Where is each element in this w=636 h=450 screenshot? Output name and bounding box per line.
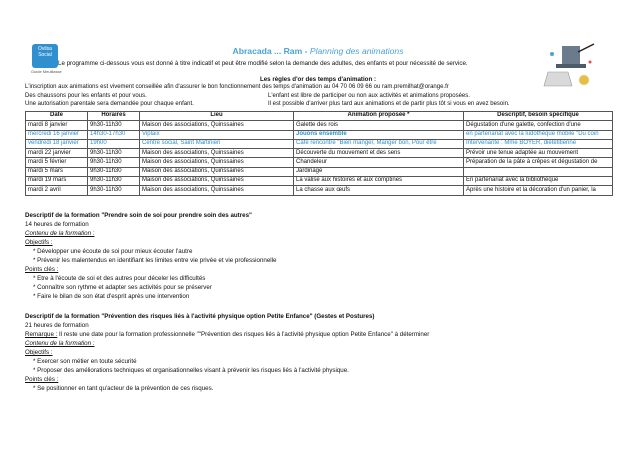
cell-descriptif: Prévoir une tenue adaptée au mouvement [464, 149, 613, 158]
cell-horaires: 9h30-11h30 [88, 158, 140, 167]
cell-descriptif: En partenariat avec la bibliothèque [464, 177, 613, 186]
cell-horaires: 9h30-11h30 [88, 121, 140, 130]
formation-2-remarque [25, 331, 429, 339]
title-italic: Planning des animations [309, 46, 404, 56]
cell-animation: La valise aux histoires et aux comptines [294, 177, 464, 186]
formation-1-contenu: Contenu de la formation : [25, 230, 95, 237]
formation-1-pt-3: * Faire le bilan de son état d'esprit après une intervention [33, 293, 190, 300]
cell-horaires: 14h30-17h30 [88, 130, 140, 139]
cell-animation: La chasse aux œufs [294, 186, 464, 195]
rule-line-1: L'inscription aux animations est vivement conseillée afin d'assurer le bon fonctionnement des temps d'animation au 04 70 06 09 66 ou ram.premilhat@orange.fr [25, 84, 449, 90]
rule-line-2-left: Des chaussons pour les enfants et pour vous. [25, 93, 147, 99]
cell-lieu: Maison des associations, Quinssaines [140, 167, 294, 176]
cell-horaires: 9h30-11h30 [88, 177, 140, 186]
cell-animation: Jouons ensemble [294, 130, 464, 139]
logo-text: Ovilsa Social [38, 46, 52, 58]
table-row [26, 121, 613, 130]
cell-descriptif [464, 167, 613, 176]
cell-lieu: Maison des associations, Quinssaines [140, 177, 294, 186]
formation-1-pt-2: * Connaître son rythme et adapter ses activités pour se préserver [33, 284, 212, 291]
table-row [26, 139, 613, 148]
table-row [26, 177, 613, 186]
formation-2-contenu: Contenu de la formation : [25, 340, 95, 347]
cell-animation: Galette des rois [294, 121, 464, 130]
rule-line-3-left: Une autorisation parentale sera demandée pour chaque enfant. [25, 101, 194, 107]
cell-lieu: Viplaix [140, 130, 294, 139]
cell-date: mardi 8 janvier [26, 121, 88, 130]
cell-date: mardi 5 février [26, 158, 88, 167]
formation-2-points: Points clés : [25, 376, 59, 383]
cell-horaires: 19h00 [88, 139, 140, 148]
cell-descriptif: Dégustation d'une galette, confection d'une [464, 121, 613, 130]
formation-1-obj-2: * Prévenir les malentendus en identifiant les limites entre vie privée et vie professionnelle [33, 257, 277, 264]
formation-1-hours: 14 heures de formation [25, 221, 89, 228]
cell-date: mardi 22 janvier [26, 149, 88, 158]
table-row [26, 186, 613, 195]
cell-lieu: Centre social, Saint Martinien [140, 139, 294, 148]
formation-2-title: Descriptif de la formation "Prévention des risques liés à l'activité physique option Petite Enfance" (Gestes et Postures) [25, 313, 375, 320]
cell-descriptif: Intervenante : Mme BOYER, diététitienne [464, 139, 613, 148]
cell-descriptif: Après une histoire et la décoration d'un panier, la [464, 186, 613, 195]
cell-animation: Chandeleur [294, 158, 464, 167]
formation-2-obj-1: * Exercer son métier en toute sécurité [33, 358, 137, 365]
formation-1-pt-1: * Etre à l'écoute de soi et des autres pour déceler les difficultés [33, 275, 206, 282]
col-header-descriptif: Descriptif, besoin spécifique [464, 112, 613, 121]
formation-2-hours: 21 heures de formation [25, 322, 89, 329]
table-row [26, 167, 613, 176]
table-row [26, 158, 613, 167]
cell-animation: Café rencontre "Bien manger, Manger bon, Pour être [294, 139, 464, 148]
col-header-horaires: Horaires [88, 112, 140, 121]
page-title [0, 46, 636, 57]
table-row [26, 130, 613, 139]
intro-text: Le programme ci-dessous vous est donné à titre indicatif et peut être modifié selon la demande des adultes, des enfants et pour nécessité de service. [58, 60, 468, 67]
cell-horaires: 9h30-11h30 [88, 186, 140, 195]
cell-date: mardi 19 mars [26, 177, 88, 186]
rule-line-3-right: Il est possible d'arriver plus tard aux animations et de partir plus tôt si vous en avez besoin. [268, 101, 510, 107]
formation-1-points: Points clés : [25, 266, 59, 273]
formation-1-obj-1: * Développer une écoute de soi pour mieux écouter l'autre [33, 248, 193, 255]
cell-descriptif: en partenariat avec la ludothèque mobile "Du coin [464, 130, 613, 139]
remarque-text: Il reste une date pour la formation professionnelle ""Prévention des risques liés à l'activité physique option Petite Enfance" à déterminer [57, 331, 430, 338]
cell-date: mardi 2 avril [26, 186, 88, 195]
formation-1-objectifs: Objectifs : [25, 239, 53, 246]
formation-2-pt-1: * Se positionner en tant qu'acteur de la prévention de ces risques. [33, 385, 214, 392]
schedule-table [25, 111, 613, 196]
cell-animation: Découverte du mouvement et des sens [294, 149, 464, 158]
col-header-lieu: Lieu [140, 112, 294, 121]
col-header-animation: Animation proposée * [294, 112, 464, 121]
cell-descriptif: Préparation de la pâte à crêpes et dégustation de [464, 158, 613, 167]
cell-date: vendredi 18 janvier [26, 139, 88, 148]
cell-lieu: Maison des associations, Quinssaines [140, 121, 294, 130]
rules-title: Les règles d'or des temps d'animation : [259, 76, 377, 83]
formation-2-objectifs: Objectifs : [25, 349, 53, 356]
cell-horaires: 9h30-11h30 [88, 167, 140, 176]
col-header-date: Date [26, 112, 88, 121]
cell-animation: Jardinage [294, 167, 464, 176]
logo-subtitle: Guide Meuillasse [31, 69, 62, 74]
table-header-row [26, 112, 613, 121]
formation-2-obj-2: * Proposer des améliorations techniques et organisationnelles visant à prévenir les risques liés à l'activité physique. [33, 367, 349, 374]
cell-lieu: Maison des associations, Quinssaines [140, 158, 294, 167]
formation-1-title: Descriptif de la formation "Prendre soin de soi pour prendre soin des autres" [25, 212, 252, 219]
table-row [26, 149, 613, 158]
cell-date: mardi 5 mars [26, 167, 88, 176]
cell-lieu: Maison des associations, Quinssaines [140, 186, 294, 195]
rule-line-2-right: L'enfant est libre de participer ou non aux activités et animations proposées. [268, 93, 470, 99]
title-main: Abracada ... Ram - [232, 46, 310, 56]
cell-date: mercredi 16 janvier [26, 130, 88, 139]
cell-horaires: 9h30-11h30 [88, 149, 140, 158]
remarque-label: Remarque : [25, 331, 58, 338]
cell-lieu: Maison des associations, Quinssaines [140, 149, 294, 158]
